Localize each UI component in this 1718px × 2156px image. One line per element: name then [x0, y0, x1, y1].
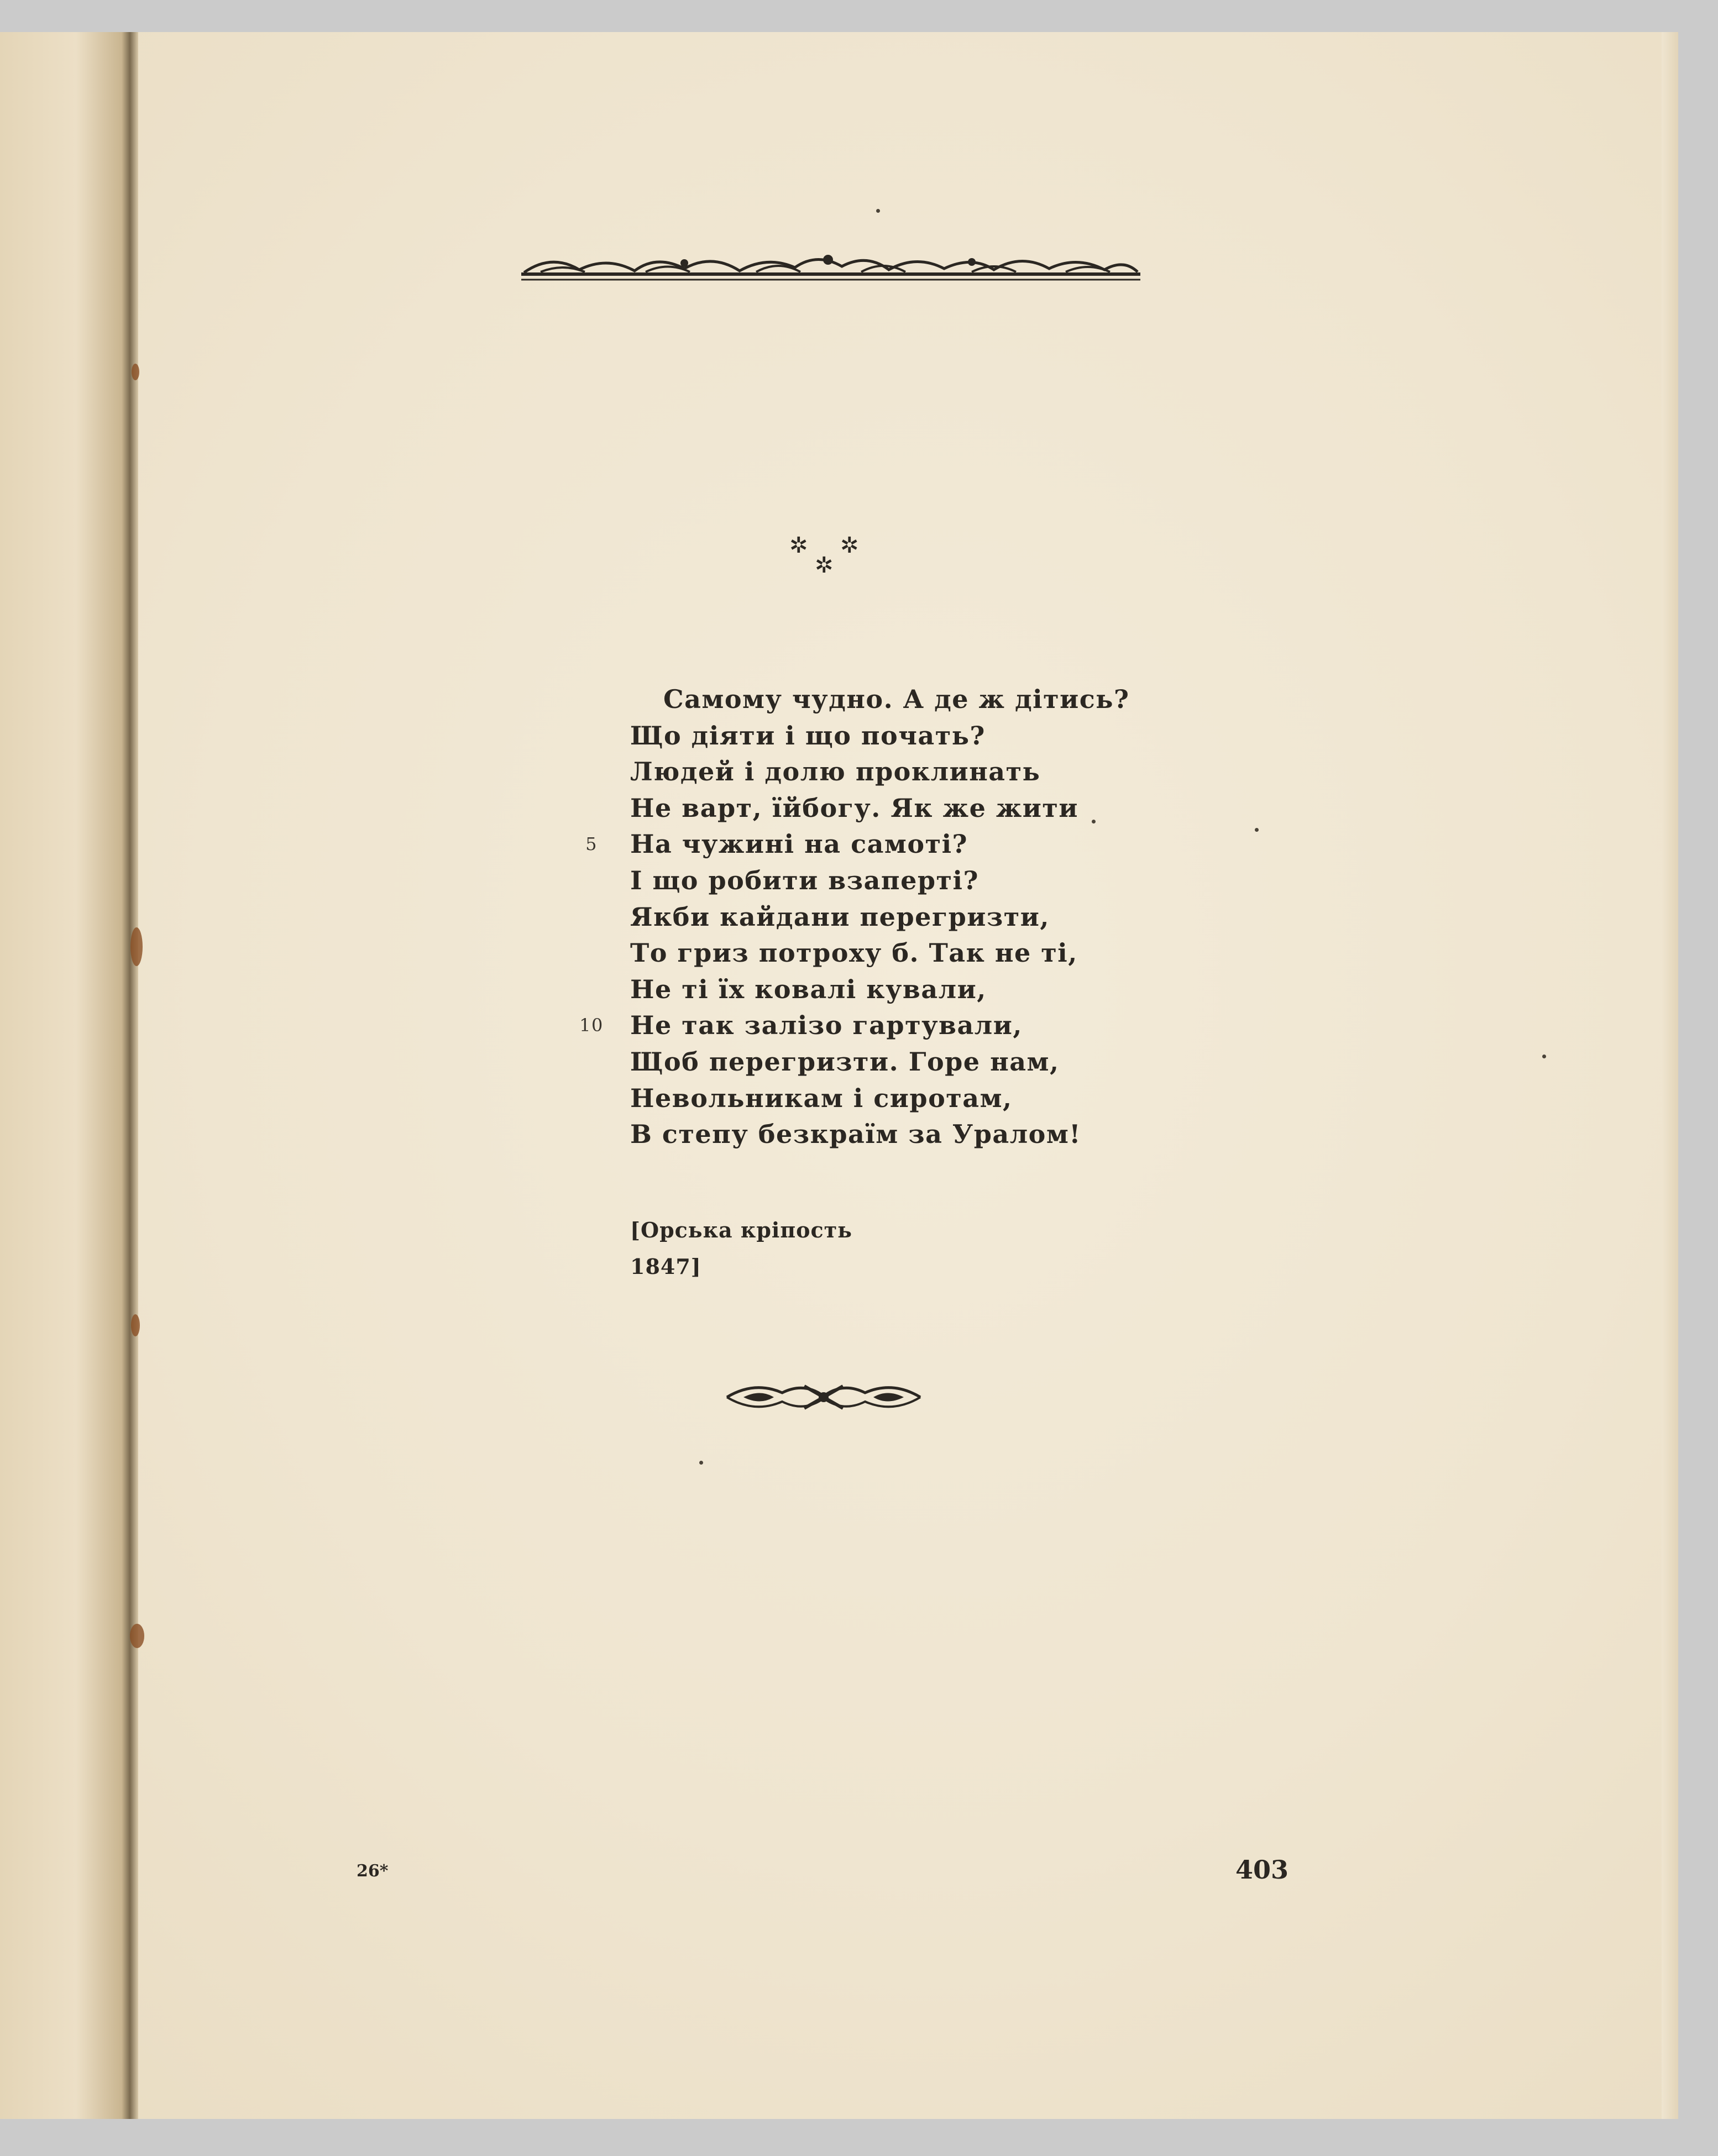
- line-number: 5: [585, 833, 598, 855]
- book-page: [0, 32, 1678, 2119]
- line-text: І що робити взаперті?: [630, 865, 979, 895]
- book-gutter: [0, 32, 138, 2119]
- note-year: 1847]: [630, 1254, 701, 1279]
- top-ornament: [518, 248, 1143, 286]
- line-text: То гриз потроху б. Так не ті,: [630, 938, 1078, 968]
- svg-text:✲: ✲: [840, 533, 859, 558]
- page-number: 403: [1235, 1855, 1289, 1885]
- poem-line: [579, 1008, 1238, 1044]
- paper-speck: [1542, 1055, 1546, 1058]
- poem-line: [630, 1044, 1238, 1080]
- poem-line: [630, 790, 1238, 827]
- poem-line: [630, 972, 1238, 1008]
- poem: [579, 681, 1238, 1153]
- page-edge: [1662, 32, 1678, 2119]
- date-note: [630, 1212, 852, 1285]
- poem-line: [630, 863, 1238, 899]
- line-number: 10: [579, 1015, 604, 1036]
- line-text: В степу безкраїм за Уралом!: [630, 1119, 1081, 1150]
- line-text: Не варт, їйбогу. Як же жити: [630, 793, 1079, 823]
- asterism: [774, 529, 884, 585]
- paper-speck: [1255, 828, 1259, 832]
- line-text: Не ті їх ковалі кували,: [630, 974, 987, 1004]
- bottom-ornament: [721, 1375, 926, 1419]
- line-text: Невольникам і сиротам,: [630, 1083, 1013, 1113]
- line-text: Щоб перегризти. Горе нам,: [630, 1046, 1060, 1077]
- poem-line: [630, 1080, 1238, 1117]
- line-text: Не так залізо гартували,: [630, 1010, 1023, 1041]
- rust-stain: [131, 1314, 140, 1336]
- line-text: Людей і долю проклинать: [630, 757, 1041, 787]
- poem-line: [630, 899, 1238, 936]
- line-text: Якби кайдани перегризти,: [630, 901, 1050, 932]
- line-text: Самому чудно. А де ж дітись?: [663, 684, 1130, 714]
- paper-speck: [876, 209, 880, 213]
- poem-line: [630, 754, 1238, 790]
- rust-stain: [130, 1624, 144, 1648]
- poem-line: [630, 935, 1238, 972]
- signature-mark: 26*: [357, 1861, 389, 1881]
- rust-stain: [132, 364, 139, 380]
- poem-line: [630, 1116, 1238, 1153]
- poem-line: [630, 718, 1238, 754]
- svg-text:✲: ✲: [815, 553, 834, 578]
- rust-stain: [130, 927, 143, 966]
- svg-text:✲: ✲: [789, 533, 808, 558]
- line-text: На чужині на самоті?: [630, 829, 968, 859]
- poem-line: [630, 681, 1238, 718]
- poem-line: [585, 826, 1238, 863]
- note-place: [Орська кріпость: [630, 1218, 852, 1242]
- line-text: Що діяти і що почать?: [630, 720, 986, 751]
- paper-speck: [699, 1461, 703, 1465]
